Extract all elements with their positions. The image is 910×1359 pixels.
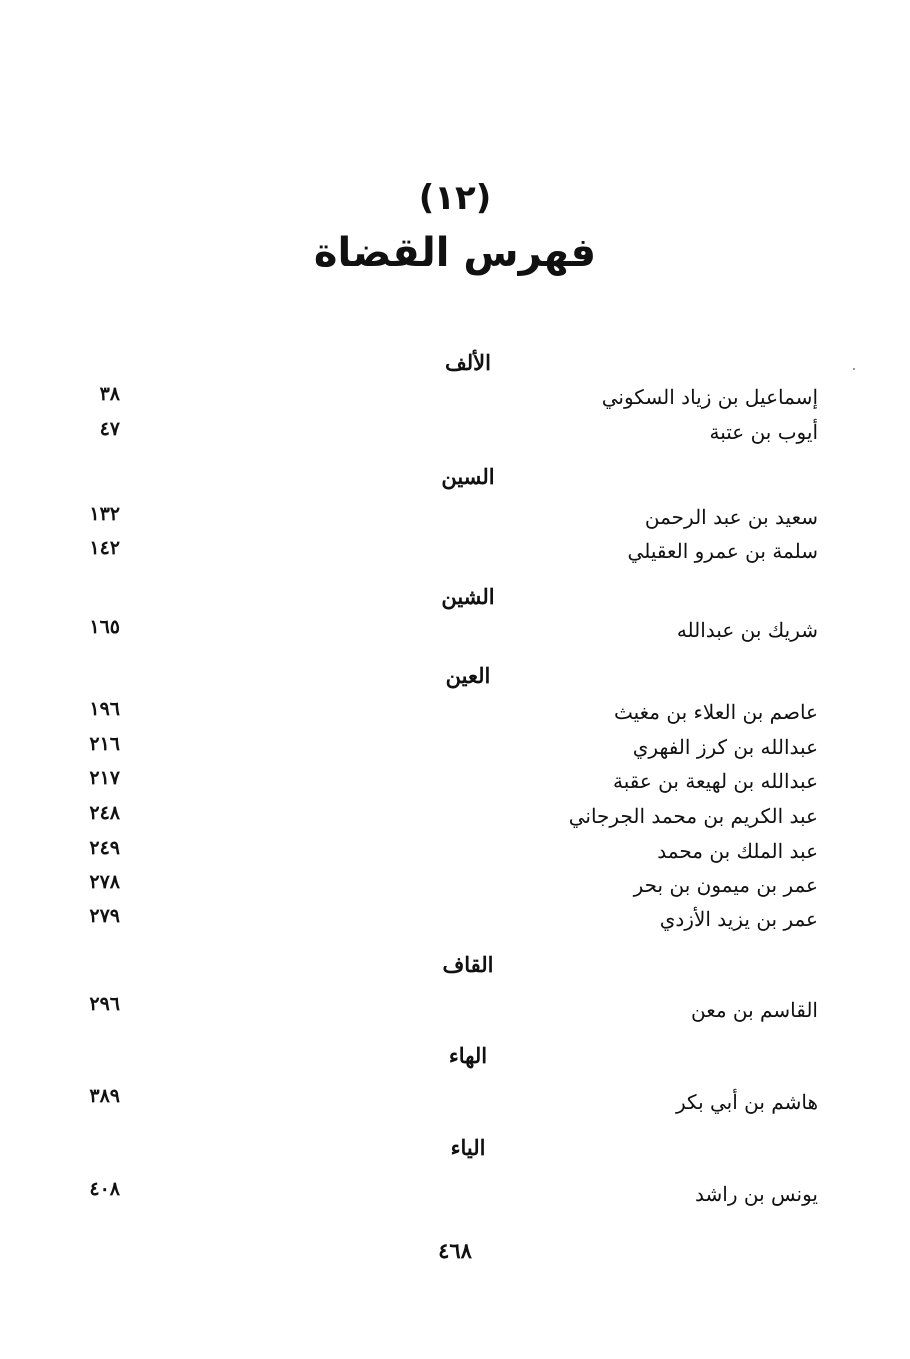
entry-page: ٢٩٦	[89, 993, 120, 1015]
entry-name: إسماعيل بن زياد السكوني	[601, 385, 818, 409]
section-heading-alif: الألف	[445, 350, 491, 375]
index-title: فهرس القضاة	[313, 230, 597, 276]
entry-page: ٢٧٨	[89, 871, 120, 893]
entry-name: عمر بن ميمون بن بحر	[633, 873, 818, 897]
section-heading-ayn: العين	[445, 663, 491, 688]
entry-name: هاشم بن أبي بكر	[675, 1090, 818, 1114]
entry-page: ٤٠٨	[89, 1178, 120, 1200]
entry-page: ٢٤٩	[89, 837, 120, 859]
entry-name: سعيد بن عبد الرحمن	[644, 505, 818, 529]
entry-name: عبدالله بن كرز الفهري	[632, 735, 818, 759]
entry-name: عبد الكريم بن محمد الجرجاني	[568, 804, 818, 828]
entry-page: ١٩٦	[89, 698, 120, 720]
entry-page: ١٦٥	[89, 616, 120, 638]
section-heading-qaf: القاف	[442, 952, 494, 977]
entry-name: أيوب بن عتبة	[709, 420, 818, 444]
entry-page: ٢٧٩	[89, 905, 120, 927]
entry-page: ٢١٦	[89, 733, 120, 755]
entry-page: ٣٨٩	[89, 1085, 120, 1107]
entry-page: ٤٧	[99, 418, 120, 440]
entry-page: ١٤٢	[89, 537, 120, 559]
entry-name: عاصم بن العلاء بن مغيث	[613, 700, 818, 724]
section-heading-ha: الهاء	[448, 1043, 488, 1068]
scan-speck	[853, 368, 855, 370]
entry-name: عبدالله بن لهيعة بن عقبة	[613, 769, 818, 793]
entry-page: ٣٨	[99, 383, 120, 405]
entry-name: عمر بن يزيد الأزدي	[659, 907, 818, 931]
section-heading-ya: الياء	[450, 1135, 486, 1160]
page-number: ٤٦٨	[438, 1238, 472, 1263]
entry-name: شريك بن عبدالله	[676, 618, 818, 642]
entry-page: ١٣٢	[89, 503, 120, 525]
entry-name: يونس بن راشد	[695, 1182, 818, 1206]
section-heading-sin: السين	[441, 464, 495, 489]
entry-name: عبد الملك بن محمد	[657, 839, 818, 863]
entry-page: ٢١٧	[89, 767, 120, 789]
chapter-number: (١٢)	[418, 178, 492, 218]
entry-name: سلمة بن عمرو العقيلي	[627, 539, 818, 563]
entry-page: ٢٤٨	[89, 802, 120, 824]
entry-name: القاسم بن معن	[690, 998, 818, 1022]
section-heading-shin: الشين	[441, 584, 495, 609]
